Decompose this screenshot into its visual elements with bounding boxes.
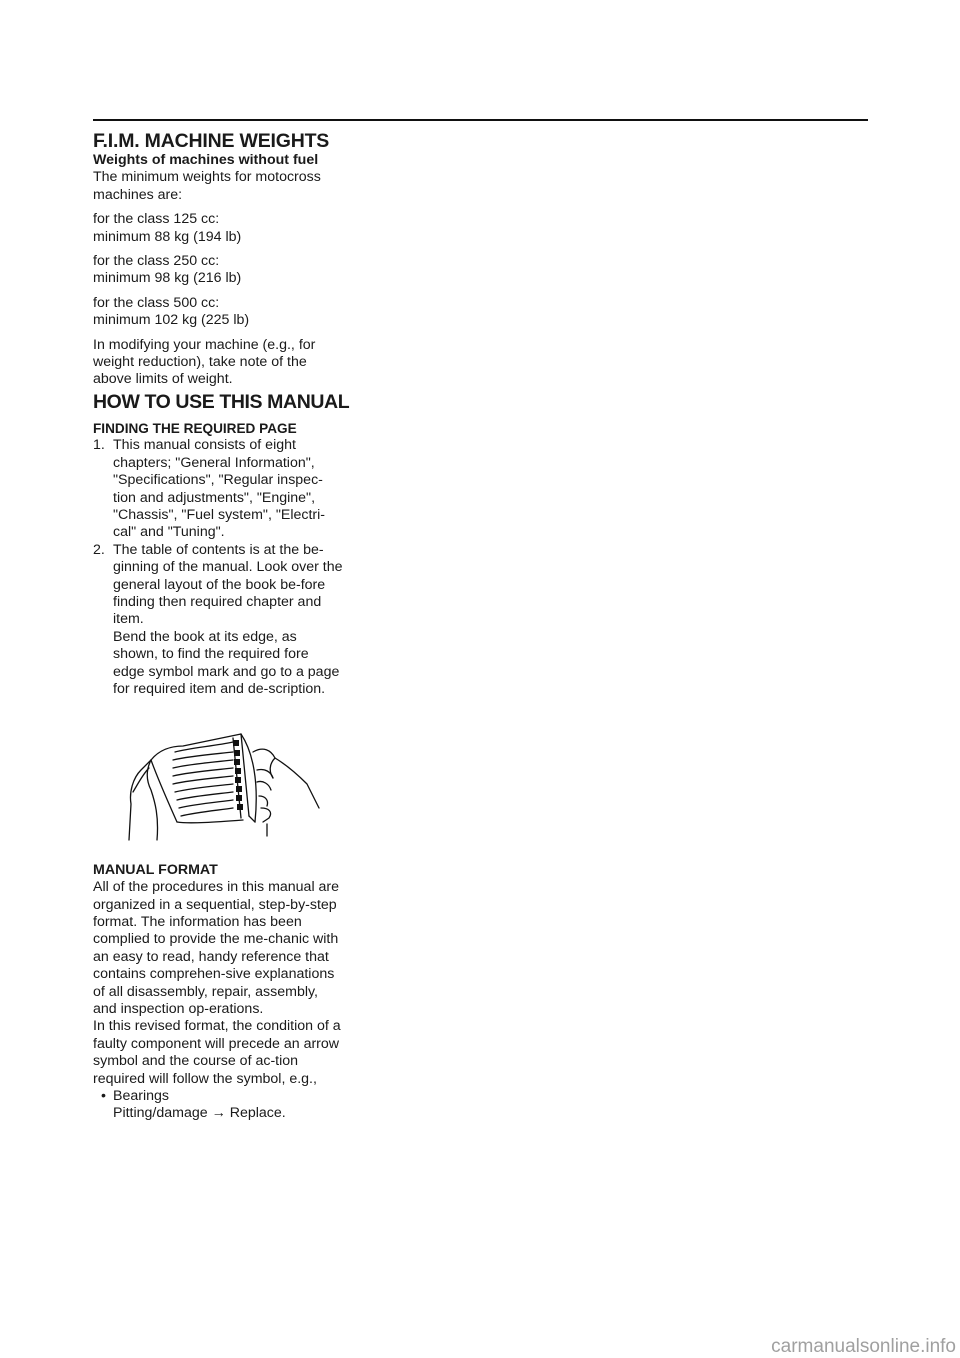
format-subheading: MANUAL FORMAT: [93, 861, 218, 878]
book-fore-edge-illustration: [93, 712, 343, 842]
class-label: for the class 125 cc:: [93, 211, 220, 228]
weights-subheading: Weights of machines without fuel: [93, 152, 319, 168]
class-label: for the class 500 cc:: [93, 294, 220, 311]
class-value: minimum 88 kg (194 lb): [93, 228, 242, 245]
content-column: [93, 130, 350, 1123]
list-item-detail: [93, 1105, 343, 1122]
section-heading-manual: HOW TO USE THIS MANUAL: [93, 390, 350, 413]
weight-class-125: [93, 211, 343, 246]
class-label: for the class 250 cc:: [93, 253, 220, 270]
weights-note: In modifying your machine (e.g., for weight reduction), take note of the above limits of weight.: [93, 336, 316, 388]
watermark: carmanualsonline.info: [771, 1336, 956, 1357]
class-value: minimum 102 kg (225 lb): [93, 312, 250, 329]
finding-subheading: FINDING THE REQUIRED PAGE: [93, 420, 297, 436]
item-extra-text: Bend the book at its edge, as shown, to find the required fore edge symbol mark and go to a page for required item and de-scription.: [113, 628, 340, 697]
weight-class-500: [93, 295, 343, 330]
list-item: [93, 437, 343, 541]
bullet-icon: •: [101, 1088, 106, 1105]
format-paragraph-1: All of the procedures in this manual are organized in a sequential, step-by-step format. The information has been complied to provide the me-chanic with an easy to read, handy reference that contains comprehen-sive explanations of all disassembly, repair, assembly, and inspection op-erations.: [93, 879, 340, 1018]
weight-class-250: [93, 253, 343, 288]
item-text: This manual consists of eight chapters; "General Information", "Specifications", "Regular inspec-tion and adjustments", "Engine", "Chassis", "Fuel system", "Electri-cal" and "Tuning".: [113, 437, 326, 541]
class-value: minimum 98 kg (216 lb): [93, 270, 242, 287]
bullet-label: Bearings: [113, 1088, 169, 1105]
section-heading-weights: F.I.M. MACHINE WEIGHTS: [93, 130, 330, 152]
format-paragraph-2: In this revised format, the condition of a faulty component will precede an arrow symbol and the course of ac-tion required will follow the symbol, e.g.,: [93, 1018, 341, 1087]
item-text: The table of contents is at the be-ginning of the manual. Look over the general layout of the book be-fore finding then required chapter and item.: [113, 541, 343, 628]
bullet-detail: Pitting/damage → Replace.: [113, 1105, 286, 1122]
list-item: [93, 542, 343, 699]
item-number: 1.: [93, 437, 105, 454]
list-item: [93, 1088, 343, 1105]
weights-intro: The minimum weights for motocross machines are:: [93, 169, 321, 203]
header-rule: [93, 119, 868, 121]
item-number: 2.: [93, 541, 105, 558]
